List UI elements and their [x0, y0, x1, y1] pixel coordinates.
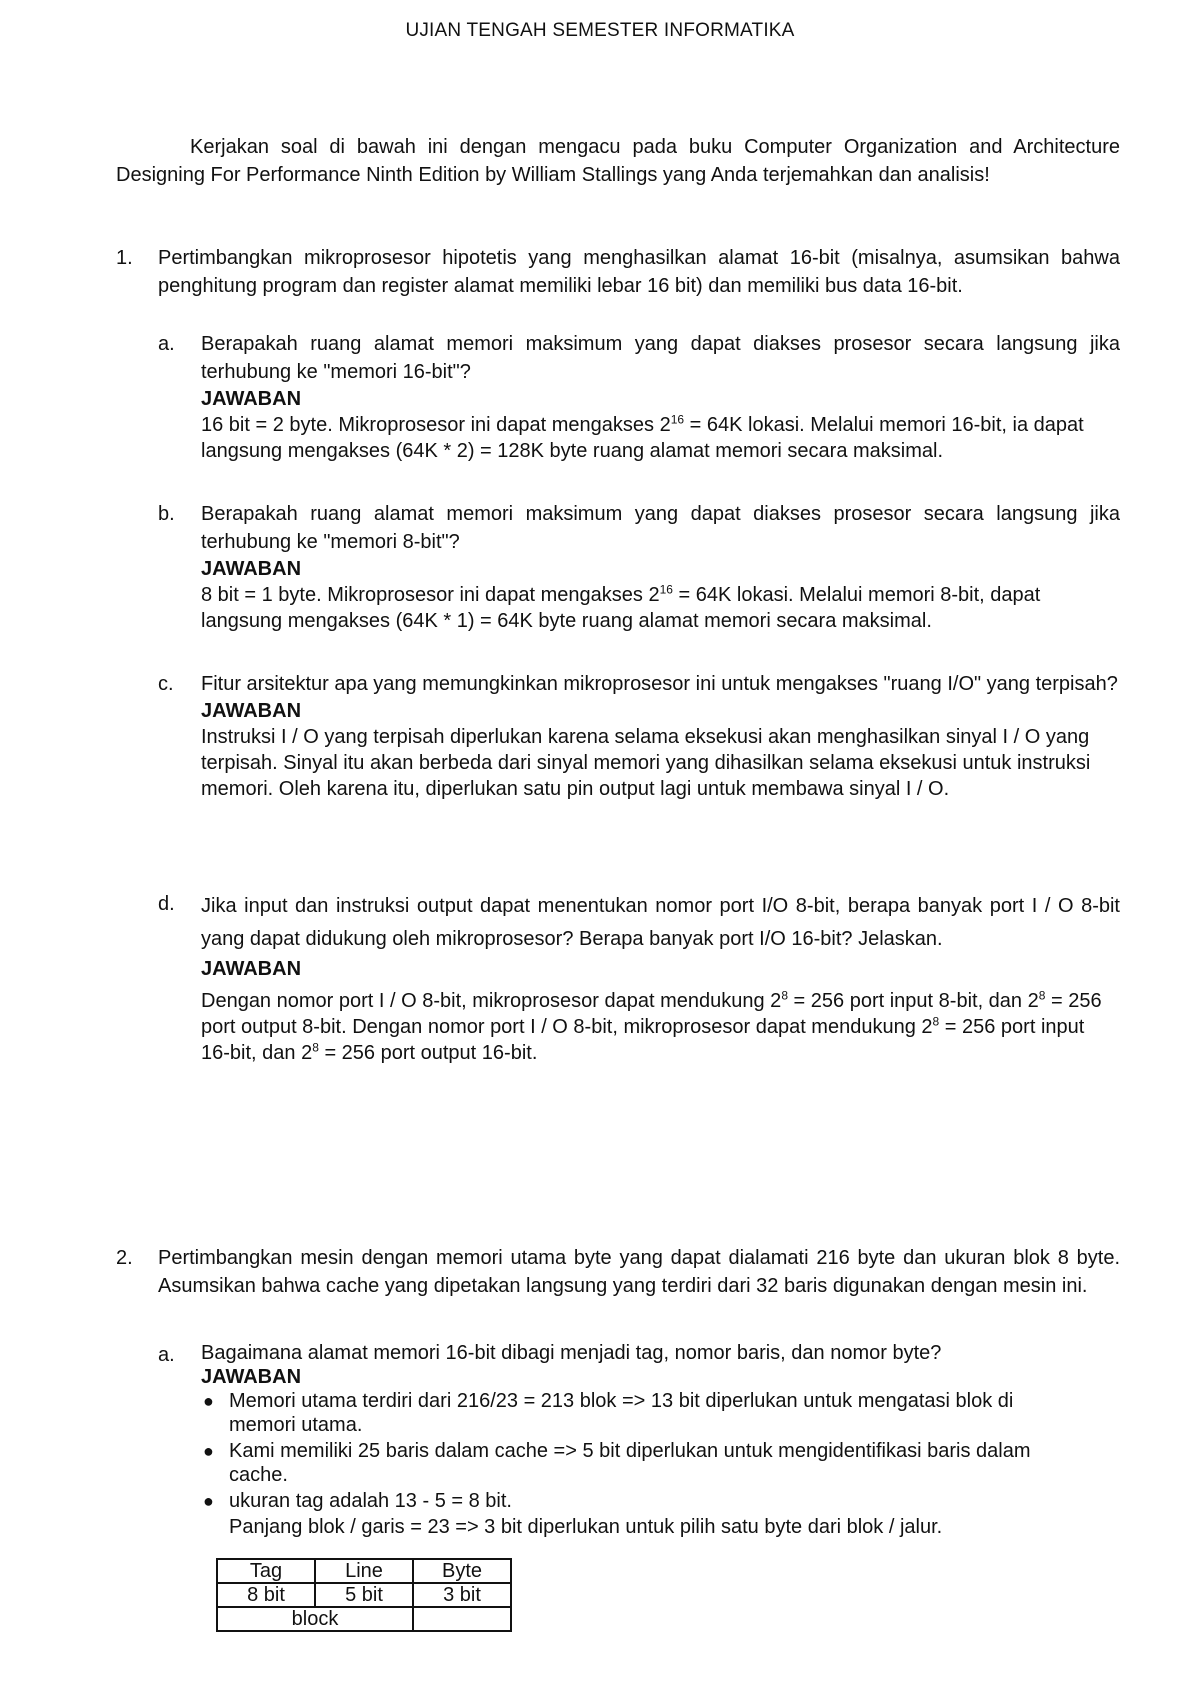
bullet-icon: ●	[203, 1491, 214, 1511]
sub-question: Bagaimana alamat memori 16-bit dibagi menjadi tag, nomor baris, dan nomor byte?	[201, 1342, 942, 1364]
question-text: Pertimbangkan mikroprosesor hipotetis yang menghasilkan alamat 16-bit (misalnya, asumsikan bahwa penghitung program dan register alamat memiliki lebar 16 bit) dan memiliki bus data 16-bit.	[158, 247, 1120, 297]
sub-letter: b.	[158, 503, 175, 525]
intro-text: Kerjakan soal di bawah ini dengan mengacu pada buku Computer Organization and Architecture Designing For Performance Ninth Edition by William Stallings yang Anda terjemahkan dan analisis!	[116, 136, 1120, 186]
sub-question: Berapakah ruang alamat memori maksimum yang dapat diakses prosesor secara langsung jika terhubung ke "memori 8-bit"?	[201, 503, 1120, 553]
sub-letter: c.	[158, 673, 174, 695]
list-item	[201, 1439, 1049, 1487]
superscript: 16	[670, 412, 685, 427]
table-cell: 5 bit	[315, 1583, 413, 1607]
question-1b	[158, 500, 1120, 634]
table-row	[217, 1583, 511, 1607]
answer-label: JAWABAN	[201, 1366, 302, 1388]
question-1c	[158, 670, 1120, 802]
answer-label: JAWABAN	[201, 558, 302, 580]
question-1a	[158, 330, 1120, 464]
answer-bullet-list	[201, 1389, 1120, 1513]
answer-text	[201, 988, 1118, 1066]
page-header: UJIAN TENGAH SEMESTER INFORMATIKA	[405, 20, 795, 41]
table-cell: 3 bit	[413, 1583, 511, 1607]
sub-letter: a.	[158, 1344, 175, 1366]
bullet-icon: ●	[203, 1391, 214, 1411]
bullet-text: ukuran tag adalah 13 - 5 = 8 bit.	[229, 1490, 512, 1512]
answer-part: 8 bit = 1 byte. Mikroprosesor ini dapat mengakses 2	[201, 584, 660, 606]
question-2	[116, 1244, 1120, 1300]
table-header-cell: Byte	[413, 1559, 511, 1583]
sub-question: Berapakah ruang alamat memori maksimum yang dapat diakses prosesor secara langsung jika terhubung ke "memori 16-bit"?	[201, 333, 1120, 383]
answer-text: Instruksi I / O yang terpisah diperlukan karena selama eksekusi akan menghasilkan sinyal I / O yang terpisah. Sinyal itu akan berbeda dari sinyal memori yang dihasilkan selama eksekusi untuk instruksi memori. Oleh karena itu, diperlukan satu pin output lagi untuk membawa sinyal I / O.	[201, 726, 1091, 800]
address-format-table	[216, 1558, 512, 1632]
table-header-cell: Tag	[217, 1559, 315, 1583]
answer-part: = 64K lokasi. Melalui memori 16-bit, ia dapat langsung mengakses (64K * 2) = 128K byte ruang alamat memori secara maksimal.	[201, 414, 1084, 462]
answer-label: JAWABAN	[201, 958, 302, 980]
list-item	[201, 1389, 1049, 1437]
question-number: 1.	[116, 247, 133, 269]
table-header-cell: Line	[315, 1559, 413, 1583]
answer-extra-line: Panjang blok / garis = 23 => 3 bit diperlukan untuk pilih satu byte dari blok / jalur.	[229, 1516, 943, 1538]
answer-part: 16 bit = 2 byte. Mikroprosesor ini dapat mengakses 2	[201, 414, 671, 436]
sub-letter: a.	[158, 333, 175, 355]
answer-text	[201, 582, 1118, 634]
intro-paragraph	[116, 133, 1120, 189]
table-row	[217, 1607, 511, 1631]
answer-part: = 256 port output 16-bit.	[318, 1042, 538, 1064]
table-cell-block: block	[217, 1607, 413, 1631]
sub-question: Fitur arsitektur apa yang memungkinkan mikroprosesor ini untuk mengakses "ruang I/O" yang terpisah?	[201, 673, 1118, 695]
question-1	[116, 244, 1120, 300]
bullet-text: Kami memiliki 25 baris dalam cache => 5 bit diperlukan untuk mengidentifikasi baris dalam cache.	[229, 1440, 1031, 1486]
superscript: 8	[1038, 988, 1046, 1003]
sub-letter: d.	[158, 893, 175, 915]
answer-part: = 256 port input 8-bit, dan 2	[788, 990, 1039, 1012]
question-text: Pertimbangkan mesin dengan memori utama byte yang dapat dialamati 216 byte dan ukuran blok 8 byte. Asumsikan bahwa cache yang dipetakan langsung yang terdiri dari 32 baris digunakan dengan mesin ini.	[158, 1247, 1120, 1297]
superscript: 8	[932, 1014, 940, 1029]
answer-part: Dengan nomor port I / O 8-bit, mikroprosesor dapat mendukung 2	[201, 990, 782, 1012]
answer-part: = 256 port input 16-bit, dan 2	[201, 1016, 1085, 1064]
answer-part: = 64K lokasi. Melalui memori 8-bit, dapat langsung mengakses (64K * 1) = 64K byte ruang alamat memori secara maksimal.	[201, 584, 1041, 632]
question-1d	[158, 890, 1120, 1066]
table-cell-empty	[413, 1607, 511, 1631]
answer-part: = 256 port output 8-bit. Dengan nomor port I / O 8-bit, mikroprosesor dapat mendukung 2	[201, 990, 1102, 1038]
bullet-icon: ●	[203, 1441, 214, 1461]
question-number: 2.	[116, 1247, 133, 1269]
sub-question: Jika input dan instruksi output dapat menentukan nomor port I/O 8-bit, berapa banyak port I / O 8-bit yang dapat didukung oleh mikroprosesor? Berapa banyak port I/O 16-bit? Jelaskan.	[201, 895, 1120, 950]
list-item	[201, 1489, 1049, 1513]
bullet-text: Memori utama terdiri dari 216/23 = 213 blok => 13 bit diperlukan untuk mengatasi blok di memori utama.	[229, 1390, 1014, 1436]
superscript: 16	[659, 582, 673, 597]
question-2a	[158, 1341, 1120, 1539]
superscript: 8	[312, 1040, 319, 1055]
table-row	[217, 1559, 511, 1583]
superscript: 8	[781, 988, 788, 1003]
table-cell: 8 bit	[217, 1583, 315, 1607]
answer-label: JAWABAN	[201, 388, 302, 410]
answer-text	[201, 412, 1118, 464]
answer-label: JAWABAN	[201, 700, 302, 722]
